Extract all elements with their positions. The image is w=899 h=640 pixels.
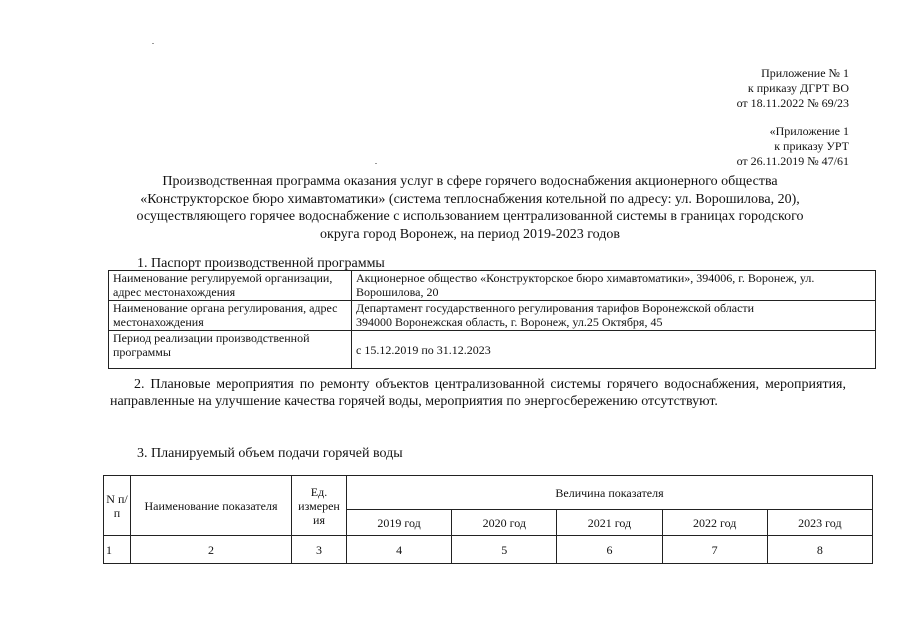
year-header: 2023 год [767, 510, 872, 536]
section1-heading: 1. Паспорт производственной программы [137, 256, 385, 271]
title-line: Производственная программа оказания услуг в сфере горячего водоснабжения акционерного общества [162, 174, 778, 189]
appendix-line: от 18.11.2022 № 69/23 [736, 96, 849, 110]
volume-table [103, 475, 873, 564]
table-row [109, 271, 876, 301]
title-line: округа город Воронеж, на период 2019-2023 годов [320, 226, 620, 242]
table-row [109, 301, 876, 331]
table-row [109, 331, 876, 369]
table-row [104, 536, 873, 564]
appendix-line: от 26.11.2019 № 47/61 [736, 154, 849, 168]
section3-heading: 3. Планируемый объем подачи горячей воды [137, 446, 403, 461]
passport-label: Наименование регулируемой организации, адрес местонахождения [109, 271, 352, 301]
appendix-block-1 [737, 66, 849, 111]
appendix-line: к приказу УРТ [774, 139, 849, 153]
column-number: 1 [104, 536, 131, 564]
header-num: N п/ п [104, 476, 131, 536]
appendix-line: «Приложение 1 [769, 124, 849, 138]
header-unit: Ед. измерен ия [292, 476, 347, 536]
section2-paragraph: 2. Плановые мероприятия по ремонту объектов централизованной системы горячего водоснабжения, мероприятия, направленные на улучшение качества горячей воды, мероприятия по энергосбережению отсутствуют. [110, 377, 846, 409]
appendix-block-2 [737, 124, 849, 169]
passport-value: с 15.12.2019 по 31.12.2023 [352, 331, 876, 369]
passport-label: Период реализации производственной программы [109, 331, 352, 369]
column-number: 5 [452, 536, 557, 564]
passport-table [108, 270, 876, 369]
year-header: 2022 год [662, 510, 767, 536]
header-value: Величина показателя [347, 476, 873, 510]
passport-label: Наименование органа регулирования, адрес местонахождения [109, 301, 352, 331]
appendix-line: Приложение № 1 [761, 66, 849, 80]
column-number: 8 [767, 536, 872, 564]
passport-value-line: 394000 Воронежская область, г. Воронеж, ул.25 Октября, 45 [356, 315, 663, 329]
header-name: Наименование показателя [131, 476, 292, 536]
scan-speck [152, 43, 154, 44]
year-header: 2020 год [452, 510, 557, 536]
column-number: 3 [292, 536, 347, 564]
appendix-line: к приказу ДГРТ ВО [747, 81, 849, 95]
document-title [90, 173, 850, 243]
title-line: осуществляющего горячее водоснабжение с использованием централизованной системы в границах городского [136, 209, 804, 224]
passport-value: Акционерное общество «Конструкторское бюро химавтоматики», 394006, г. Воронеж, ул. Ворошилова, 20 [352, 271, 876, 301]
scan-speck [375, 163, 377, 164]
year-header: 2021 год [557, 510, 662, 536]
table-row [104, 476, 873, 510]
column-number: 6 [557, 536, 662, 564]
passport-value [352, 301, 876, 331]
column-number: 7 [662, 536, 767, 564]
year-header: 2019 год [347, 510, 452, 536]
passport-value-line: Департамент государственного регулирования тарифов Воронежской области [356, 301, 755, 315]
title-line: «Конструкторское бюро химавтоматики» (система теплоснабжения котельной по адресу: ул. Ворошилова, 20), [140, 191, 800, 207]
column-number: 2 [131, 536, 292, 564]
column-number: 4 [347, 536, 452, 564]
